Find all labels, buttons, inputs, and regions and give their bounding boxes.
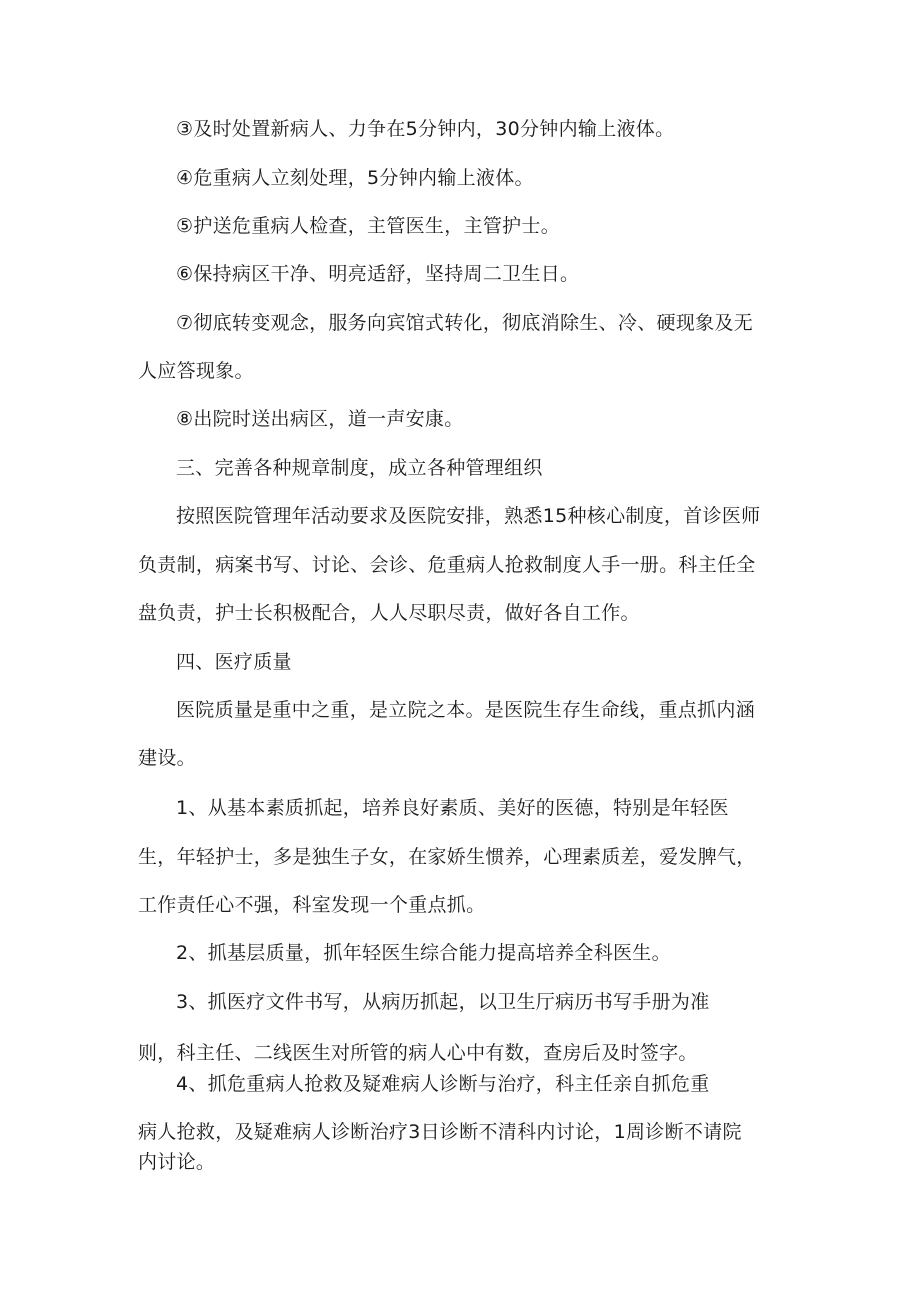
text-line-7: ⑧出院时送出病区，道一声安康。 [176,408,464,430]
text-line-9: 按照医院管理年活动要求及医院安排，熟悉15种核心制度，首诊医师 [176,505,761,527]
text-line-15: 1、从基本素质抓起，培养良好素质、美好的医德，特别是年轻医 [176,797,729,819]
text-line-13: 医院质量是重中之重，是立院之本。是医院生存生命线，重点抓内涵 [176,699,756,721]
section-heading-4: 四、医疗质量 [176,651,292,673]
section-heading-3: 三、完善各种规章制度，成立各种管理组织 [176,457,543,479]
text-line-22: 病人抢救，及疑难病人诊断治疗3日诊断不清科内讨论，1周诊断不请院 [138,1121,742,1143]
text-line-20: 则，科主任、二线医生对所管的病人心中有数，查房后及时签字。 [138,1042,698,1064]
text-line-14: 建设。 [138,747,196,769]
text-line-18: 2、抓基层质量，抓年轻医生综合能力提高培养全科医生。 [176,942,671,964]
text-line-21: 4、抓危重病人抢救及疑难病人诊断与治疗，科主任亲自抓危重 [176,1073,710,1095]
text-line-11: 盘负责，护士长积极配合，人人尽职尽责，做好各自工作。 [138,602,640,624]
text-line-4: ⑥保持病区干净、明亮适舒，坚持周二卫生日。 [176,263,580,285]
text-line-23: 内讨论。 [138,1151,216,1173]
text-line-17: 工作责任心不强，科室发现一个重点抓。 [138,894,486,916]
text-line-16: 生，年轻护士，多是独生子女，在家娇生惯养，心理素质差，爱发脾气， [138,846,756,868]
text-line-1: ③及时处置新病人、力争在5分钟内，30分钟内输上液体。 [176,118,675,140]
text-line-5: ⑦彻底转变观念，服务向宾馆式转化，彻底消除生、冷、硬现象及无 [176,312,754,334]
text-line-10: 负责制，病案书写、讨论、会诊、危重病人抢救制度人手一册。科主任全 [138,554,756,576]
text-line-6: 人应答现象。 [138,360,254,382]
text-line-2: ④危重病人立刻处理，5分钟内输上液体。 [176,167,534,189]
text-line-3: ⑤护送危重病人检查，主管医生，主管护士。 [176,215,561,237]
text-line-19: 3、抓医疗文件书写，从病历抓起，以卫生厅病历书写手册为准 [176,991,710,1013]
